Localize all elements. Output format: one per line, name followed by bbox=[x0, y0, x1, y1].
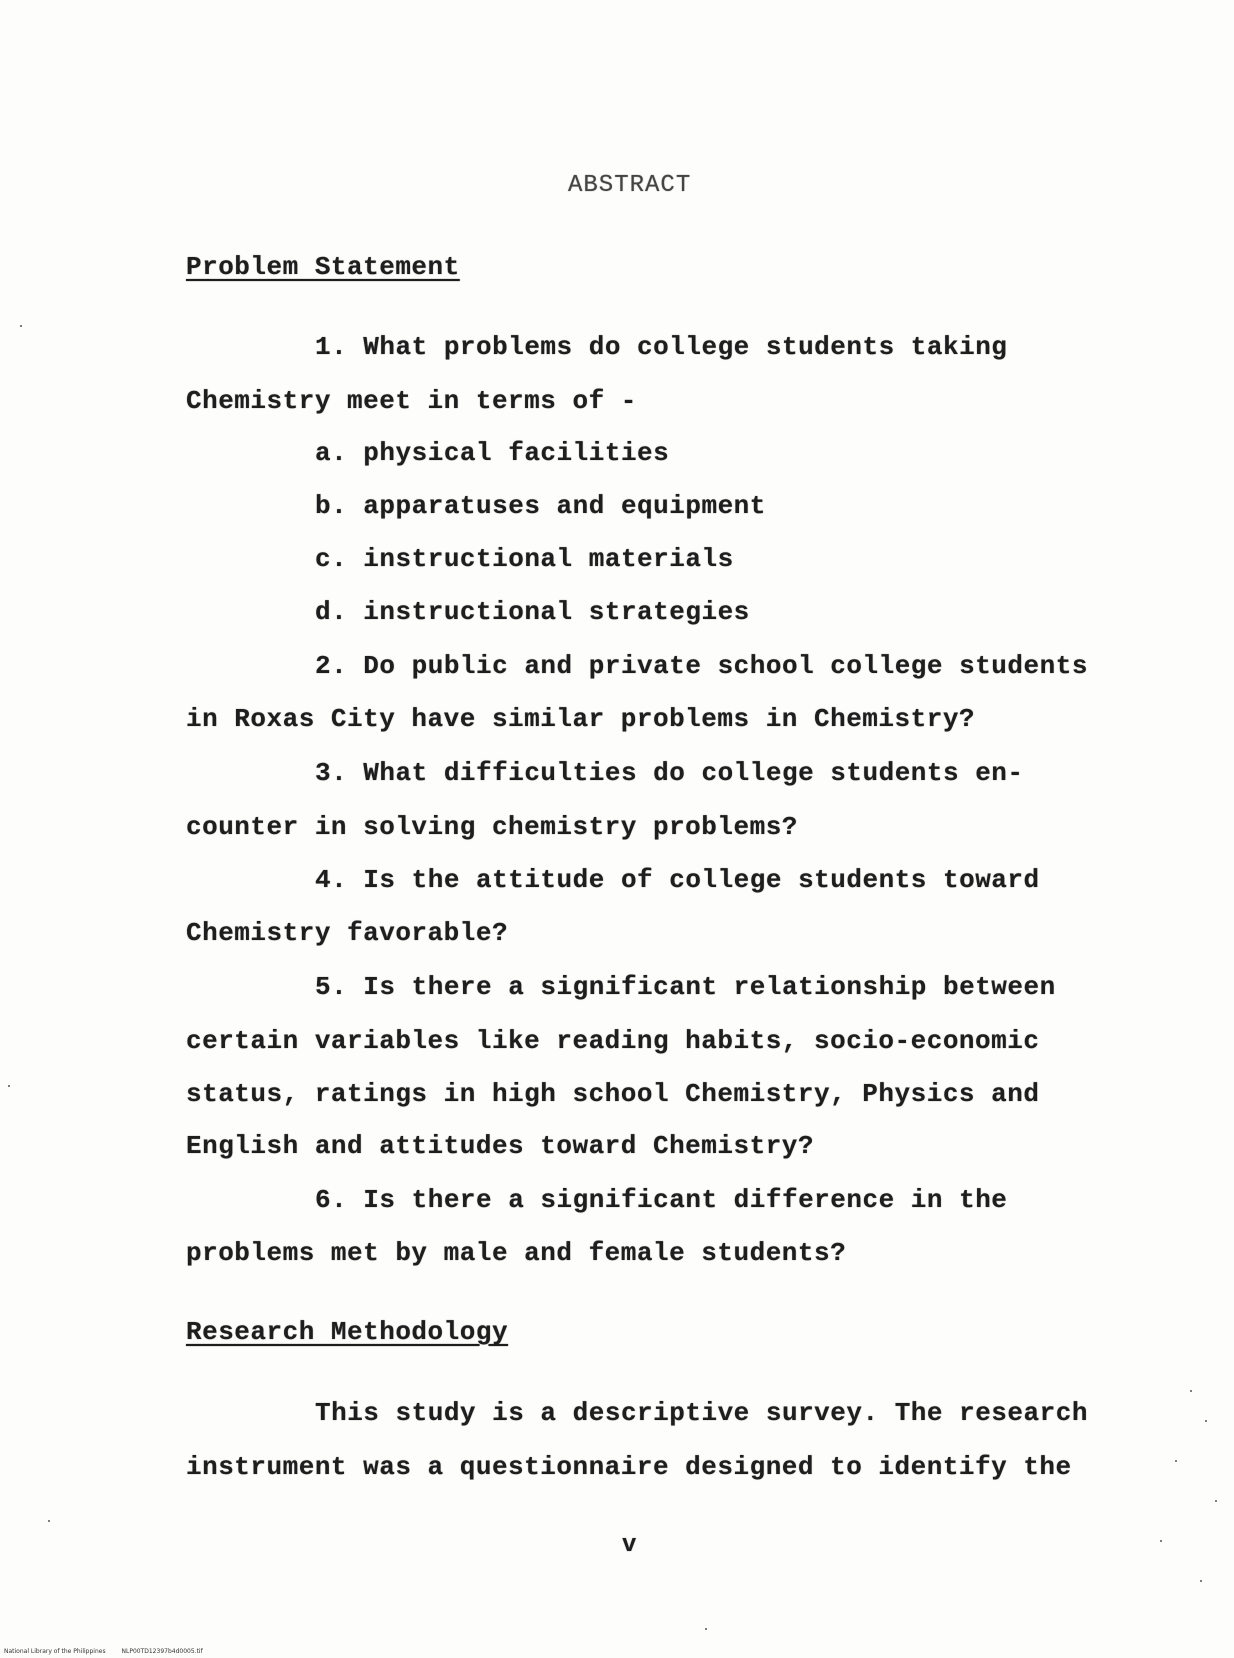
problem-line: counter in solving chemistry problems? bbox=[186, 812, 798, 842]
scan-speck bbox=[1160, 1540, 1162, 1542]
scan-speck bbox=[1215, 1500, 1217, 1502]
abstract-title: ABSTRACT bbox=[568, 172, 692, 199]
problem-subitem: c. instructional materials bbox=[315, 544, 734, 574]
methodology-line: This study is a descriptive survey. The research bbox=[315, 1398, 1088, 1428]
problem-line: 4. Is the attitude of college students toward bbox=[315, 865, 1040, 895]
scan-footer bbox=[4, 1648, 217, 1655]
problem-line: 3. What difficulties do college students en- bbox=[315, 758, 1024, 788]
problem-subitem: d. instructional strategies bbox=[315, 597, 750, 627]
problem-line: 6. Is there a significant difference in the bbox=[315, 1185, 1008, 1215]
scan-speck bbox=[1190, 1390, 1192, 1392]
problem-line: 5. Is there a significant relationship between bbox=[315, 972, 1056, 1002]
problem-line: status, ratings in high school Chemistry, Physics and bbox=[186, 1079, 1040, 1109]
footer-file-code: NLP00TD12397b4d0005.tif bbox=[121, 1648, 203, 1655]
scan-speck bbox=[1205, 1420, 1207, 1422]
scan-speck bbox=[1200, 1580, 1202, 1582]
methodology-line: instrument was a questionnaire designed to identify the bbox=[186, 1452, 1072, 1482]
problem-line: certain variables like reading habits, socio-economic bbox=[186, 1026, 1040, 1056]
problem-subitem: b. apparatuses and equipment bbox=[315, 491, 766, 521]
scan-speck bbox=[1175, 1460, 1177, 1462]
problem-line: 2. Do public and private school college students bbox=[315, 651, 1088, 681]
problem-line: 1. What problems do college students taking bbox=[315, 332, 1008, 362]
problem-subitem: a. physical facilities bbox=[315, 438, 670, 468]
problem-statement-heading: Problem Statement bbox=[186, 252, 460, 282]
footer-library: National Library of the Philippines bbox=[4, 1648, 106, 1655]
scan-speck bbox=[705, 1628, 707, 1630]
scan-speck bbox=[48, 1520, 50, 1522]
problem-line: Chemistry meet in terms of - bbox=[186, 386, 637, 416]
scan-speck bbox=[8, 1085, 10, 1087]
page-number: v bbox=[622, 1532, 637, 1559]
research-methodology-heading: Research Methodology bbox=[186, 1317, 509, 1347]
problem-line: in Roxas City have similar problems in Chemistry? bbox=[186, 704, 976, 734]
problem-line: problems met by male and female students? bbox=[186, 1238, 847, 1268]
problem-line: English and attitudes toward Chemistry? bbox=[186, 1131, 814, 1161]
scan-speck bbox=[20, 325, 22, 327]
problem-line: Chemistry favorable? bbox=[186, 918, 509, 948]
